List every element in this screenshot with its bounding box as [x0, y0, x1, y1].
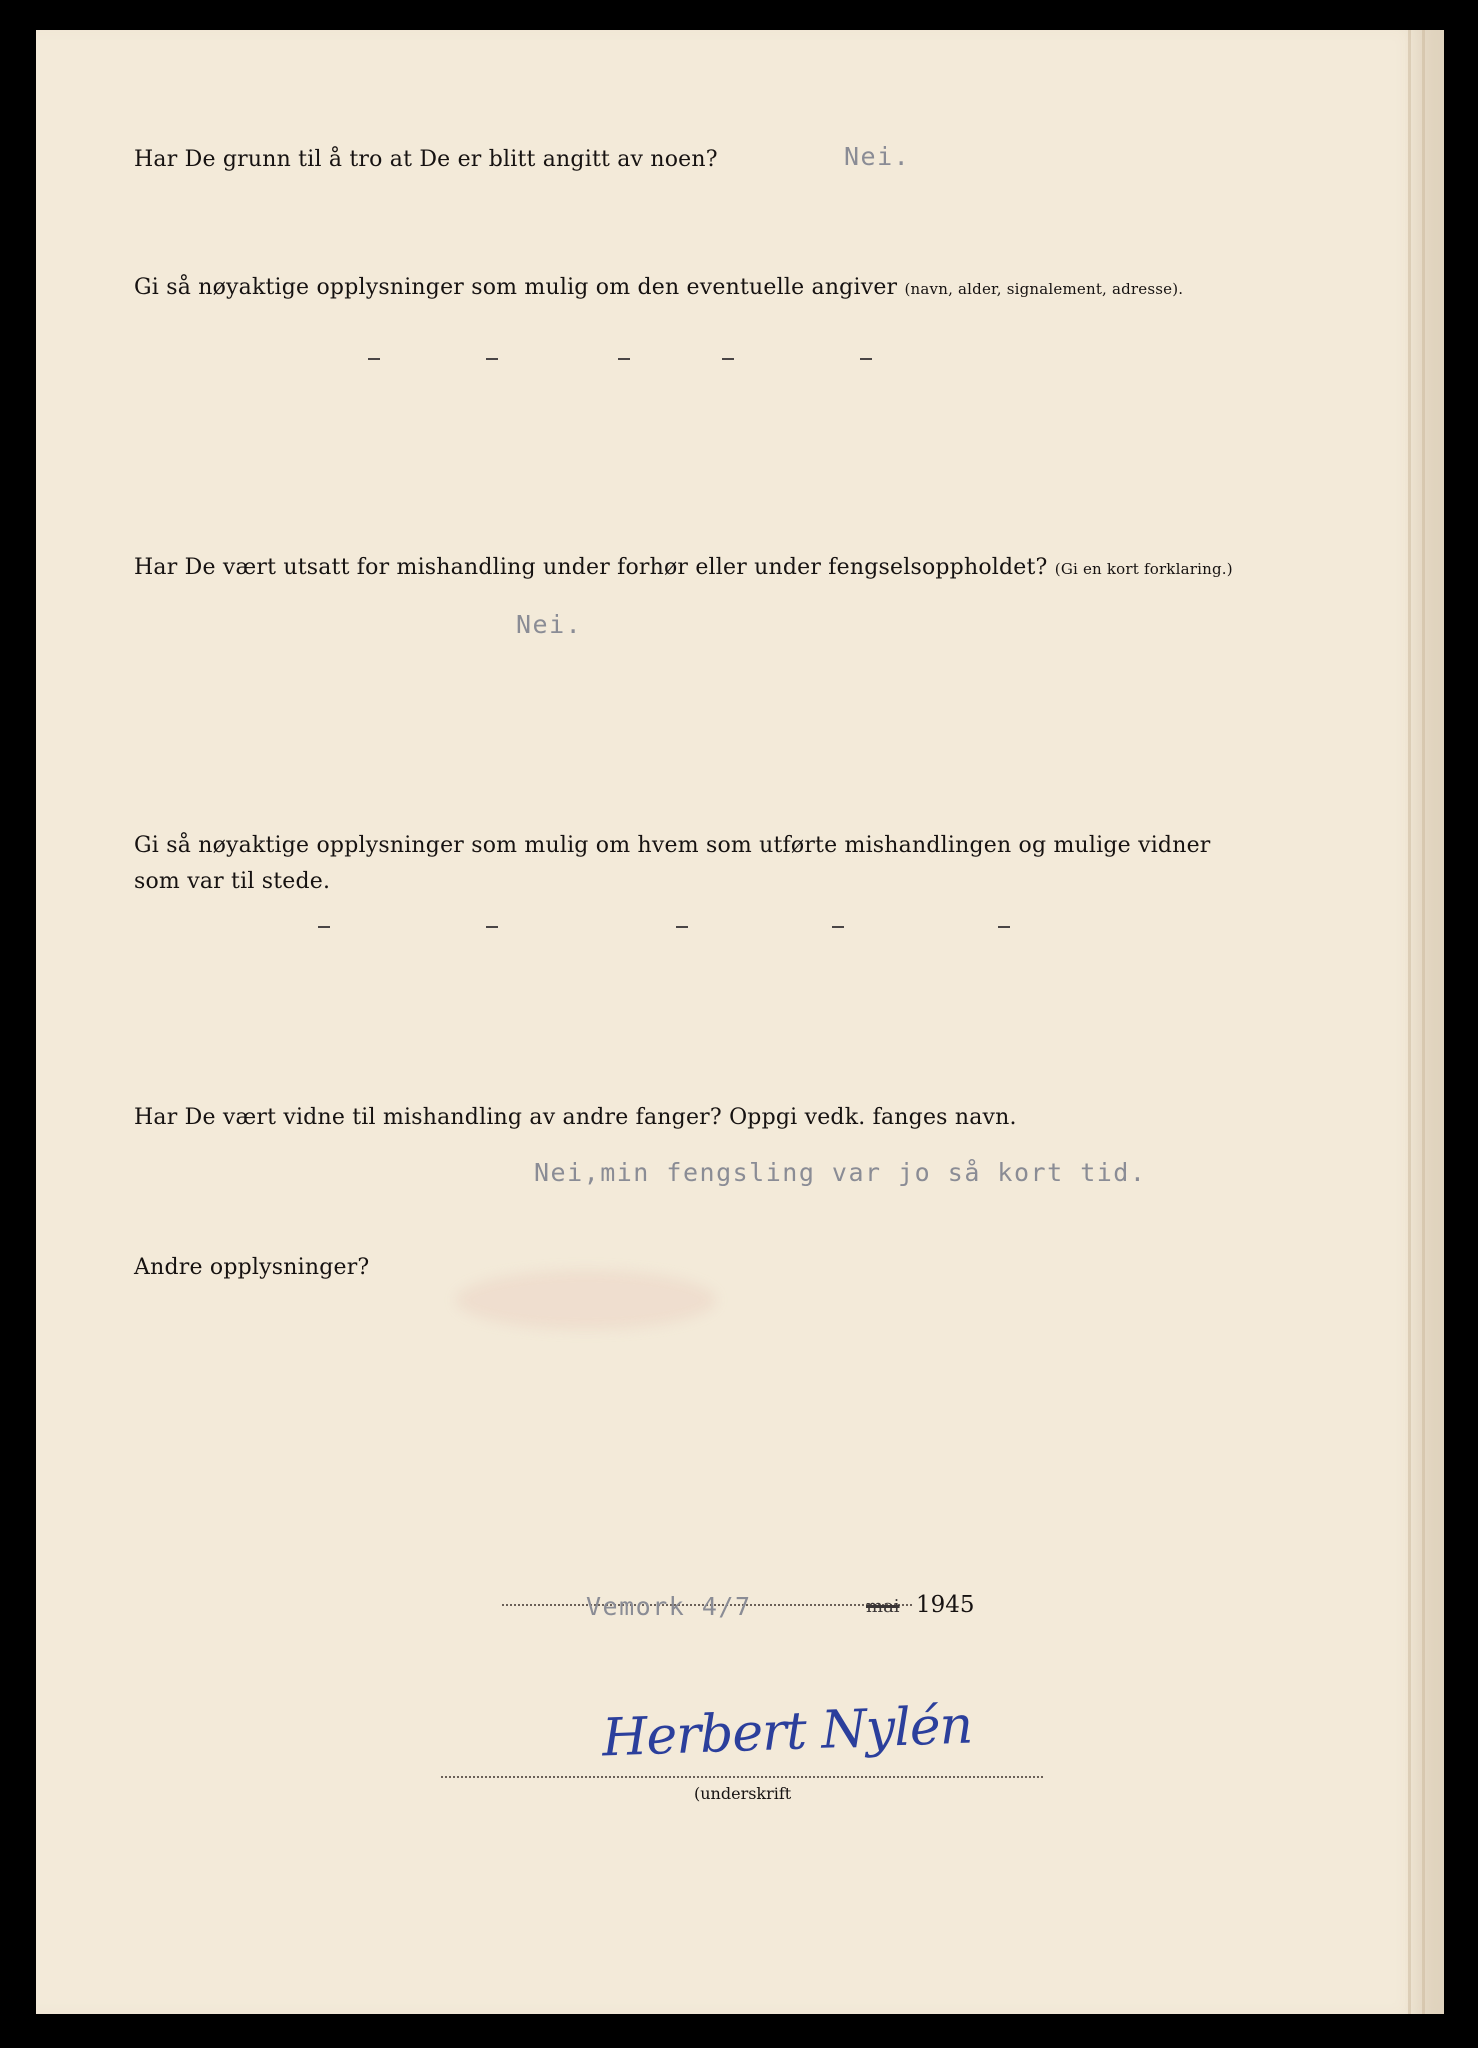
- blank-dash: [860, 358, 872, 360]
- question-informer-details-note: (navn, alder, signalement, adresse).: [904, 280, 1184, 298]
- question-denounced-text: Har De grunn til å tro at De er blitt angitt av noen?: [134, 147, 718, 172]
- question-witness-text: Har De vært vidne til mishandling av andre fanger? Oppgi vedk. fanges navn.: [134, 1105, 1017, 1130]
- question-other-info: [134, 1250, 369, 1286]
- question-other-info-text: Andre opplysninger?: [134, 1255, 370, 1280]
- question-mistreatment-text: Har De vært utsatt for mishandling under forhør eller under fengselsoppholdet?: [134, 555, 1048, 580]
- blank-dash: [368, 358, 380, 360]
- date-place-day: Vemork 4/7: [586, 1592, 752, 1621]
- blank-dash: [722, 358, 734, 360]
- question-perpetrators: [134, 828, 1211, 864]
- answer-mistreatment: Nei.: [516, 610, 583, 639]
- document-page: [36, 30, 1444, 2014]
- question-mistreatment-note: (Gi en kort forklaring.): [1054, 560, 1233, 578]
- blank-dash: [676, 926, 688, 928]
- signature-line: [441, 1776, 1043, 1778]
- blank-dash: [618, 358, 630, 360]
- question-perpetrators-cont: [134, 864, 330, 900]
- handwritten-signature: Herbert Nylén: [601, 1695, 974, 1769]
- blank-dash: [486, 926, 498, 928]
- question-witness: [134, 1100, 1017, 1136]
- paper-fold: [1408, 30, 1411, 2014]
- question-informer-details-text: Gi så nøyaktige opplysninger som mulig om den eventuelle angiver: [134, 275, 898, 300]
- paper-fold: [1422, 30, 1425, 2014]
- question-perpetrators-line1: Gi så nøyaktige opplysninger som mulig om hvem som utførte mishandlingen og mulige vidner: [134, 833, 1211, 858]
- blank-dash: [318, 926, 330, 928]
- question-denounced: [134, 142, 718, 178]
- date-year: 1945: [916, 1592, 975, 1618]
- paper-stain: [456, 1270, 716, 1330]
- blank-dash: [486, 358, 498, 360]
- signature-caption: (underskrift: [694, 1784, 792, 1803]
- question-perpetrators-line2: som var til stede.: [134, 869, 331, 894]
- question-mistreatment: [134, 550, 1233, 587]
- blank-dash: [998, 926, 1010, 928]
- answer-denounced: Nei.: [844, 142, 911, 171]
- blank-dash: [832, 926, 844, 928]
- struck-month: mai: [866, 1596, 900, 1617]
- question-informer-details: [134, 270, 1183, 307]
- answer-witness: Nei,min fengsling var jo så kort tid.: [534, 1158, 1147, 1187]
